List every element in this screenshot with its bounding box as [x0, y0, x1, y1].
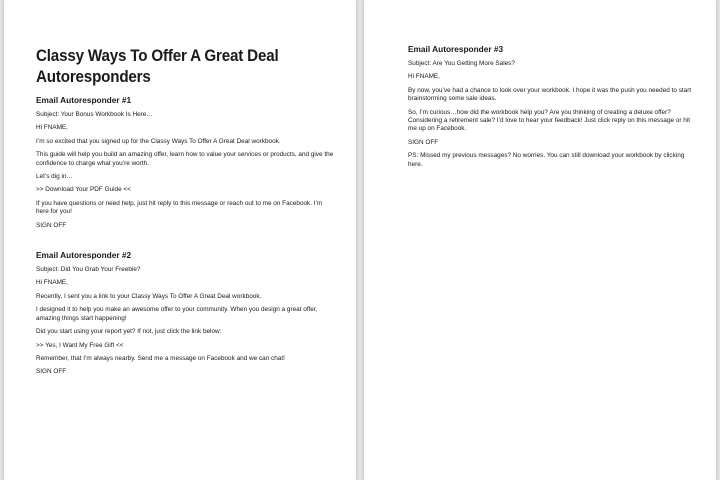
- autoresponder-3-sign-off: SIGN OFF: [408, 138, 439, 146]
- document-title: Classy Ways To Offer A Great Deal Autoresponders: [36, 47, 279, 86]
- autoresponder-2-greeting: Hi FNAME,: [36, 279, 68, 287]
- section-spacer: [36, 235, 336, 250]
- autoresponder-3-subject: Subject: Are You Getting More Sales?: [408, 60, 515, 67]
- autoresponder-1-download-link: >> Download Your PDF Guide <<: [36, 186, 131, 194]
- autoresponder-2-paragraph: Remember, that I’m always nearby. Send me a message on Facebook and we can chat!: [36, 354, 285, 362]
- autoresponder-2-sign-off: SIGN OFF: [36, 368, 67, 376]
- autoresponder-1-heading: Email Autoresponder #1: [36, 95, 132, 105]
- autoresponder-2-gift-link: >> Yes, I Want My Free Gift <<: [36, 341, 124, 349]
- autoresponder-2-heading: Email Autoresponder #2: [36, 250, 132, 261]
- autoresponder-3-paragraph: By now, you’ve had a chance to look over your workbook. I hope it was the push you needed to start brainstorming some sale ideas.: [408, 86, 692, 103]
- autoresponder-3-paragraph: So, I’m curious…how did the workbook help you? Are you thinking of creating a deluxe offer? Considering a retirement sale? I’d love to hear your feedback! Just click reply on this message or hit me up on Facebook.: [408, 108, 691, 133]
- autoresponder-2-paragraph: I designed it to help you make an awesome offer to your community. When you design a great offer, amazing things start happening!: [36, 306, 318, 322]
- autoresponder-2-paragraph: Did you start using your report yet? If not, just click the link below:: [36, 328, 222, 336]
- document-page-2: [364, 0, 716, 480]
- autoresponder-1-section: [36, 95, 336, 230]
- autoresponder-3-heading: Email Autoresponder #3: [408, 44, 504, 54]
- autoresponder-1-paragraph: Let’s dig in…: [36, 173, 73, 181]
- autoresponder-1-greeting: Hi FNAME,: [36, 124, 68, 132]
- autoresponder-1-paragraph: I’m so excited that you signed up for the Classy Ways To Offer A Great Deal workbook.: [36, 137, 281, 145]
- autoresponder-1-sign-off: SIGN OFF: [36, 221, 67, 229]
- autoresponder-2-paragraph: Recently, I sent you a link to your Classy Ways To Offer A Great Deal workbook.: [36, 292, 262, 300]
- autoresponder-1-paragraph: This guide will help you build an amazing offer, learn how to value your services or products, and give the confidence to charge what you’re worth.: [36, 151, 334, 167]
- autoresponder-1-paragraph: If you have questions or need help, just hit reply to this message or reach out to me on Facebook. I’m here for you!: [36, 199, 323, 216]
- autoresponder-2-section: [36, 250, 336, 377]
- autoresponder-2-subject: Subject: Did You Grab Your Freebie?: [36, 266, 141, 274]
- autoresponder-3-section: [408, 44, 698, 169]
- document-page-1: [4, 0, 356, 480]
- autoresponder-3-greeting: Hi FNAME,: [408, 73, 440, 81]
- autoresponder-1-subject: Subject: Your Bonus Workbook Is Here…: [36, 111, 153, 118]
- autoresponder-3-postscript: PS: Missed my previous messages? No worries. You can still download your workbook by clicking here.: [408, 152, 685, 168]
